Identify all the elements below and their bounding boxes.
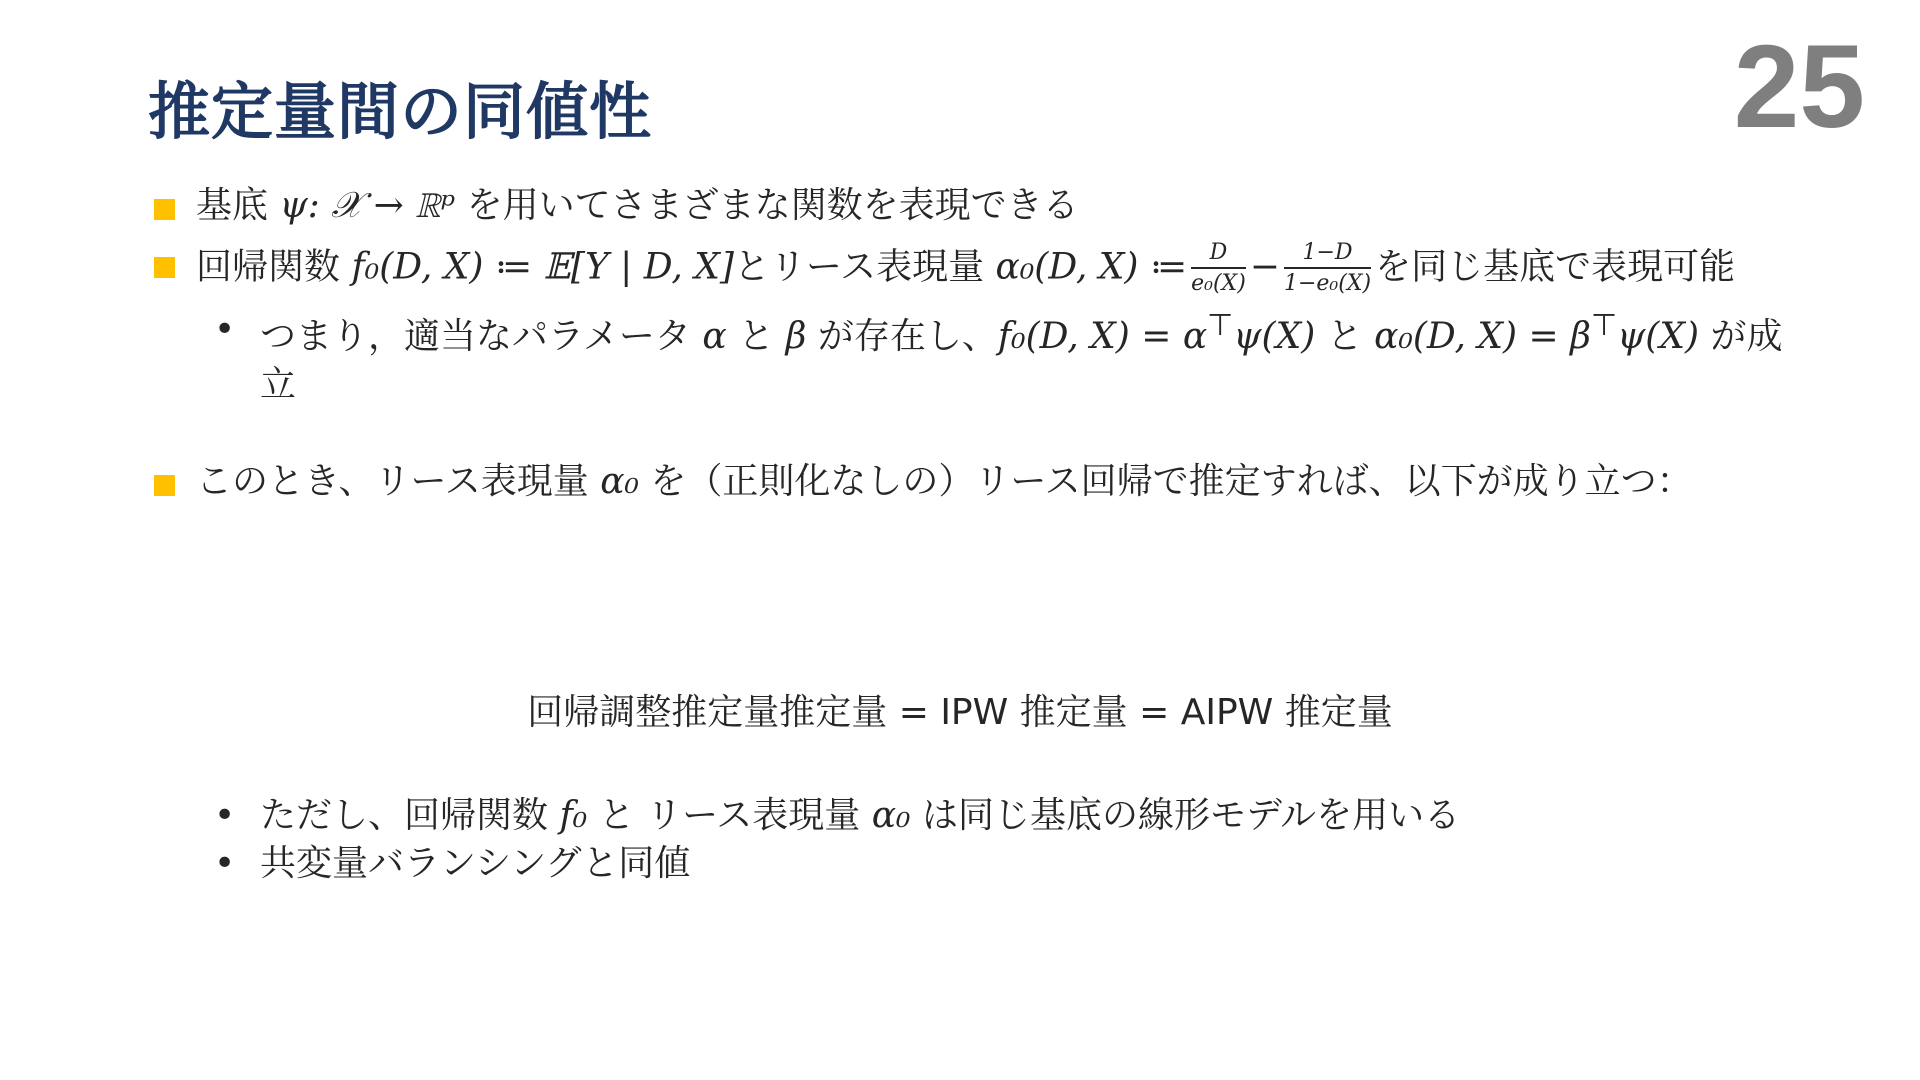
bullet-text: とリース表現量 <box>733 245 996 287</box>
math-alpha0: α₀ <box>600 461 639 503</box>
transpose-symbol: ⊤ <box>1590 308 1618 344</box>
fraction <box>1191 240 1246 297</box>
dot-bullet-icon: • <box>214 795 236 836</box>
sub-text: と <box>726 316 786 358</box>
fraction <box>1284 240 1371 297</box>
math-expression: α₀(D, X) = β <box>1374 316 1591 358</box>
math-expression: f₀(D, X) ≔ 𝔼[Y | D, X] <box>351 245 734 287</box>
sub-bullet-linear-model <box>150 792 1810 840</box>
math-expression: ψ(X) <box>1233 316 1316 358</box>
sub-text: ただし、回帰関数 <box>260 795 560 836</box>
bullet-representation <box>150 240 1810 297</box>
sub-text: と リース表現量 <box>587 795 872 836</box>
bullet-text: 回帰関数 <box>196 245 352 287</box>
slide-body <box>150 182 1810 516</box>
bullet-text: 基底 <box>196 185 280 226</box>
slide-title: 推定量間の同値性 <box>148 75 653 148</box>
minus-sign: − <box>1249 245 1280 287</box>
sub-text: が存在し、 <box>806 316 998 358</box>
dot-bullet-icon: • <box>214 842 236 884</box>
sub-text: と <box>1315 316 1375 358</box>
math-alpha0: α₀ <box>871 795 911 836</box>
bullet-text: このとき、リース表現量 <box>196 461 601 503</box>
bullet-text: を用いてさまざまな関数を表現できる <box>455 185 1079 226</box>
bullet-text: を同じ基底で表現可能 <box>1375 245 1736 287</box>
fraction-denominator: e₀(X) <box>1191 270 1246 296</box>
math-alpha: α <box>702 316 727 358</box>
sub-text: が成立 <box>260 316 1783 405</box>
math-f0: f₀ <box>559 795 588 836</box>
square-bullet-icon <box>154 475 175 496</box>
sub-bullet-covariate-balancing <box>150 840 1810 888</box>
fraction-numerator: 1−D <box>1284 240 1371 269</box>
sub-text: つまり，適当なパラメータ <box>260 316 703 358</box>
page-number: 25 <box>1733 21 1865 153</box>
square-bullet-icon <box>154 257 175 278</box>
sub-text: は同じ基底の線形モデルを用いる <box>910 795 1461 836</box>
math-expression: f₀(D, X) = α <box>997 316 1208 358</box>
sub-bullet-parameters <box>150 306 1810 408</box>
math-expression: α₀(D, X) ≔ <box>995 245 1188 287</box>
fraction-denominator: 1−e₀(X) <box>1283 270 1372 296</box>
bullet-riesz-regression <box>150 458 1810 506</box>
estimator-equivalence: 回帰調整推定量推定量 = IPW 推定量 = AIPW 推定量 <box>527 692 1393 733</box>
fraction-numerator: D <box>1191 240 1246 269</box>
bullet-text: を（正則化なしの）リース回帰で推定すれば、以下が成り立つ： <box>638 461 1693 503</box>
sub-text: 共変量バランシングと同値 <box>260 842 691 884</box>
dot-bullet-icon: • <box>214 309 236 351</box>
math-beta: β <box>785 316 807 358</box>
transpose-symbol: ⊤ <box>1207 308 1234 344</box>
slide-body-lower <box>150 792 1810 887</box>
math-expression: ψ: 𝒳 → ℝᵖ <box>279 185 456 226</box>
bullet-basis <box>150 182 1810 230</box>
square-bullet-icon <box>154 199 175 220</box>
math-expression: ψ(X) <box>1617 316 1700 358</box>
